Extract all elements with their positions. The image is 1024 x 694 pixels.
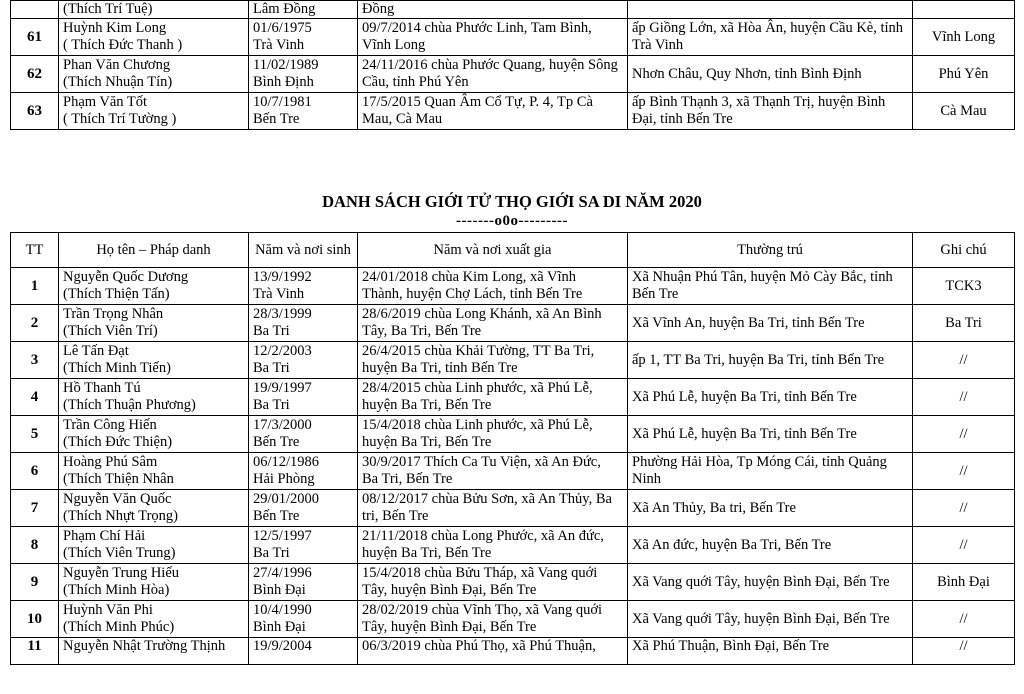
ordination-line: huyện Ba Tri, tỉnh Bến Tre <box>362 360 518 376</box>
birth-date: 06/12/1986 <box>253 454 320 470</box>
lay-name: Hồ Thanh Tú <box>63 380 141 396</box>
dharma-name: (Thích Viên Trí) <box>63 323 158 339</box>
ordination-line: 28/02/2019 chùa Vĩnh Thọ, xã Vang quới <box>362 602 603 618</box>
birth-date: 28/3/1999 <box>253 306 312 322</box>
residence-line: Đại, tỉnh Bến Tre <box>632 111 733 127</box>
name-cell <box>59 268 249 305</box>
residence-line: Xã Vang quới Tây, huyện Bình Đại, Bến Tre <box>632 610 890 627</box>
row-number: 8 <box>11 527 59 564</box>
birth-date: 11/02/1989 <box>253 57 319 73</box>
residence-line: Phường Hải Hòa, Tp Móng Cái, tỉnh Quảng <box>632 454 887 470</box>
residence-line: Bến Tre <box>632 286 679 302</box>
ordination-cell <box>358 564 628 601</box>
note-cell: TCK3 <box>913 268 1015 305</box>
row-number: 6 <box>11 453 59 490</box>
ordination-line: Tây, huyện Bình Đại, Bến Tre <box>362 619 537 635</box>
birth-date: 19/9/1997 <box>253 380 312 396</box>
residence-line: Xã An đức, huyện Ba Tri, Bến Tre <box>632 536 832 553</box>
residence-cell <box>628 638 913 665</box>
table-row <box>11 638 1015 665</box>
residence-line: ấp 1, TT Ba Tri, huyện Ba Tri, tỉnh Bến Tre <box>632 351 885 368</box>
header-note: Ghi chú <box>913 233 1015 268</box>
residence-line: Xã Vĩnh An, huyện Ba Tri, tỉnh Bến Tre <box>632 314 865 331</box>
table-row <box>11 93 1015 130</box>
birth-cell <box>249 564 358 601</box>
ordination-line: 28/4/2015 chùa Linh phước, xã Phú Lễ, <box>362 380 593 396</box>
row-number: 61 <box>11 19 59 56</box>
ordination-line: Tây, Ba Tri, Bến Tre <box>362 323 482 339</box>
lay-name: Lê Tấn Đạt <box>63 343 129 359</box>
ordination-line: Tây, huyện Bình Đại, Bến Tre <box>362 582 537 598</box>
lay-name: Huỳnh Văn Phi <box>63 602 153 618</box>
birth-date: 12/2/2003 <box>253 343 312 359</box>
list-subtitle: -------o0o--------- <box>456 213 568 229</box>
ordination-line: 15/4/2018 chùa Linh phước, xã Phú Lễ, <box>362 417 593 433</box>
row-number: 63 <box>11 93 59 130</box>
table-row <box>11 601 1015 638</box>
table-row <box>11 527 1015 564</box>
ordination-cell <box>358 416 628 453</box>
header-stt: TT <box>11 233 59 268</box>
ordination-cell <box>358 342 628 379</box>
birth-cell <box>249 305 358 342</box>
ordination-cell <box>358 1 628 19</box>
previous-list-table <box>10 0 1015 130</box>
name-cell <box>59 93 249 130</box>
note-cell: // <box>913 527 1015 564</box>
header-row <box>11 233 1015 268</box>
ordination-line: 17/5/2015 Quan Âm Cổ Tự, P. 4, Tp Cà <box>362 94 593 110</box>
dharma-name: (Thích Đức Thiện) <box>63 434 173 450</box>
birth-cell <box>249 638 358 665</box>
birth-date: 27/4/1996 <box>253 565 312 581</box>
lay-name: Trần Trọng Nhân <box>63 306 164 322</box>
ordination-line: 28/6/2019 chùa Long Khánh, xã An Bình <box>362 306 602 322</box>
ordination-line: Ba Tri, Bến Tre <box>362 471 453 487</box>
ordination-line: huyện Ba Tri, Bến Tre <box>362 434 492 450</box>
note-cell: // <box>913 601 1015 638</box>
ordination-cell <box>358 268 628 305</box>
name-cell <box>59 601 249 638</box>
residence-cell <box>628 379 913 416</box>
residence-line: Xã Phú Lễ, huyện Ba Tri, tỉnh Bến Tre <box>632 425 857 442</box>
name-cell <box>59 564 249 601</box>
dharma-name: (Thích Thiện Nhân <box>63 471 174 487</box>
ordination-line: 21/11/2018 chùa Long Phước, xã An đức, <box>362 528 604 544</box>
table-row <box>11 56 1015 93</box>
table-row <box>11 453 1015 490</box>
lay-name: Huỳnh Kim Long <box>63 20 167 36</box>
lay-name: Trần Công Hiến <box>63 417 157 433</box>
residence-line: Ninh <box>632 471 661 487</box>
header-residence: Thường trú <box>628 233 913 268</box>
dharma-name: ( Thích Đức Thanh ) <box>63 37 183 53</box>
birth-place: Ba Tri <box>253 323 290 339</box>
residence-cell <box>628 1 913 19</box>
table-row <box>11 342 1015 379</box>
header-birth: Năm và nơi sinh <box>249 233 358 268</box>
lay-name: Phạm Văn Tốt <box>63 94 148 110</box>
ordination-line: 15/4/2018 chùa Bửu Tháp, xã Vang quới <box>362 565 598 581</box>
note-cell: // <box>913 342 1015 379</box>
table-row <box>11 564 1015 601</box>
note-cell: // <box>913 490 1015 527</box>
birth-cell <box>249 19 358 56</box>
ordination-cell <box>358 453 628 490</box>
residence-line: Trà Vinh <box>632 37 684 53</box>
birth-cell <box>249 56 358 93</box>
name-cell <box>59 638 249 665</box>
lay-name: Nguyễn Văn Quốc <box>63 491 172 507</box>
lay-name: Nguyễn Trung Hiếu <box>63 565 180 581</box>
ordination-line: 09/7/2014 chùa Phước Linh, Tam Bình, <box>362 20 592 36</box>
birth-place: Bến Tre <box>253 508 300 524</box>
row-number: 11 <box>11 638 59 665</box>
lay-name: Phan Văn Chương <box>63 57 171 73</box>
ordination-line: 26/4/2015 chùa Khải Tường, TT Ba Tri, <box>362 343 595 359</box>
residence-line: ấp Giồng Lớn, xã Hòa Ân, huyện Cầu Kè, tỉnh <box>632 20 904 36</box>
birth-date: 10/4/1990 <box>253 602 312 618</box>
name-cell <box>59 379 249 416</box>
residence-cell <box>628 453 913 490</box>
table-row <box>11 1 1015 19</box>
ordination-cell <box>358 93 628 130</box>
name-cell <box>59 490 249 527</box>
dharma-name: (Thích Trí Tuệ) <box>63 1 153 17</box>
birth-date: 17/3/2000 <box>253 417 312 433</box>
residence-cell <box>628 342 913 379</box>
ordination-cell <box>358 490 628 527</box>
ordination-cell <box>358 305 628 342</box>
residence-cell <box>628 19 913 56</box>
ordination-line: 24/01/2018 chùa Kim Long, xã Vĩnh <box>362 269 576 285</box>
name-cell <box>59 342 249 379</box>
birth-date: 01/6/1975 <box>253 20 312 36</box>
ordination-cell <box>358 19 628 56</box>
residence-line: Xã Nhuận Phú Tân, huyện Mỏ Cày Bắc, tỉnh <box>632 269 893 285</box>
ordination-cell <box>358 601 628 638</box>
birth-date: 13/9/1992 <box>253 269 312 285</box>
birth-place: Bến Tre <box>253 111 300 127</box>
ordination-cell <box>358 379 628 416</box>
birth-cell <box>249 93 358 130</box>
residence-line: Xã An Thủy, Ba tri, Bến Tre <box>632 499 796 516</box>
birth-place: Ba Tri <box>253 545 290 561</box>
ordination-line: 30/9/2017 Thích Ca Tu Viện, xã An Đức, <box>362 454 601 470</box>
name-cell <box>59 453 249 490</box>
lay-name: Nguyễn Quốc Dương <box>63 269 189 285</box>
name-cell <box>59 527 249 564</box>
birth-place: Ba Tri <box>253 397 290 413</box>
residence-cell <box>628 268 913 305</box>
ordination-line: huyện Ba Tri, Bến Tre <box>362 545 492 561</box>
birth-date: 29/01/2000 <box>253 491 320 507</box>
birth-place: Bình Đại <box>253 582 306 598</box>
birth-cell <box>249 268 358 305</box>
novice-list-table <box>10 232 1015 665</box>
note-cell: Bình Đại <box>913 564 1015 601</box>
residence-line: Xã Phú Thuận, Bình Đại, Bến Tre <box>632 638 830 654</box>
row-number <box>11 1 59 19</box>
birth-place: Trà Vinh <box>253 37 305 53</box>
birth-cell <box>249 601 358 638</box>
row-number: 62 <box>11 56 59 93</box>
dharma-name: (Thích Thuận Phương) <box>63 397 196 413</box>
list-title: DANH SÁCH GIỚI TỬ THỌ GIỚI SA DI NĂM 2020 <box>322 192 702 211</box>
birth-place: Trà Vinh <box>253 286 305 302</box>
birth-date: 19/9/2004 <box>253 638 312 654</box>
birth-place: Bình Định <box>253 74 314 90</box>
birth-place: Ba Tri <box>253 360 290 376</box>
dharma-name: (Thích Minh Tiến) <box>63 360 171 376</box>
residence-line: Xã Phú Lễ, huyện Ba Tri, tỉnh Bến Tre <box>632 388 857 405</box>
dharma-name: (Thích Nhựt Trọng) <box>63 508 179 524</box>
residence-cell <box>628 56 913 93</box>
ordination-line: 24/11/2016 chùa Phước Quang, huyện Sông <box>362 57 618 73</box>
dharma-name: (Thích Minh Phúc) <box>63 619 175 635</box>
dharma-name: (Thích Thiện Tấn) <box>63 286 170 302</box>
residence-line: Nhơn Châu, Quy Nhơn, tỉnh Bình Định <box>632 65 862 82</box>
lay-name: Hoàng Phú Sâm <box>63 454 158 470</box>
ordination-line: tri, Bến Tre <box>362 508 429 524</box>
note-cell: // <box>913 416 1015 453</box>
residence-line: Xã Vang quới Tây, huyện Bình Đại, Bến Tre <box>632 573 890 590</box>
row-number: 1 <box>11 268 59 305</box>
ordination-cell <box>358 527 628 564</box>
ordination-cell <box>358 56 628 93</box>
note-cell <box>913 1 1015 19</box>
birth-cell <box>249 342 358 379</box>
residence-line: ấp Bình Thạnh 3, xã Thạnh Trị, huyện Bình <box>632 94 886 110</box>
header-ordination: Năm và nơi xuất gia <box>358 233 628 268</box>
row-number: 9 <box>11 564 59 601</box>
name-cell <box>59 1 249 19</box>
ordination-line: Cầu, tỉnh Phú Yên <box>362 74 469 90</box>
ordination-line: Vĩnh Long <box>362 37 426 53</box>
table-row <box>11 416 1015 453</box>
ordination-cell <box>358 638 628 665</box>
note-cell: Cà Mau <box>913 93 1015 130</box>
ordination-line: 06/3/2019 chùa Phú Thọ, xã Phú Thuận, <box>362 638 596 654</box>
lay-name: Nguyễn Nhật Trường Thịnh <box>63 638 226 654</box>
birth-cell <box>249 453 358 490</box>
row-number: 7 <box>11 490 59 527</box>
table-row <box>11 305 1015 342</box>
residence-cell <box>628 601 913 638</box>
ordination-line: Đồng <box>362 1 395 17</box>
row-number: 5 <box>11 416 59 453</box>
dharma-name: (Thích Nhuận Tín) <box>63 74 173 90</box>
birth-place: Bến Tre <box>253 434 300 450</box>
row-number: 4 <box>11 379 59 416</box>
residence-cell <box>628 490 913 527</box>
table-row <box>11 268 1015 305</box>
birth-date: 12/5/1997 <box>253 528 312 544</box>
note-cell: // <box>913 453 1015 490</box>
table-row <box>11 19 1015 56</box>
birth-cell <box>249 490 358 527</box>
name-cell <box>59 305 249 342</box>
birth-cell <box>249 416 358 453</box>
row-number: 10 <box>11 601 59 638</box>
note-cell: // <box>913 379 1015 416</box>
name-cell <box>59 416 249 453</box>
residence-cell <box>628 305 913 342</box>
birth-date: 10/7/1981 <box>253 94 312 110</box>
dharma-name: (Thích Viên Trung) <box>63 545 176 561</box>
note-cell: Phú Yên <box>913 56 1015 93</box>
birth-place: Bình Đại <box>253 619 306 635</box>
residence-cell <box>628 527 913 564</box>
header-name: Họ tên – Pháp danh <box>59 233 249 268</box>
residence-cell <box>628 564 913 601</box>
note-cell: // <box>913 638 1015 665</box>
ordination-line: Thành, huyện Chợ Lách, tỉnh Bến Tre <box>362 286 583 302</box>
ordination-line: huyện Ba Tri, Bến Tre <box>362 397 492 413</box>
dharma-name: (Thích Minh Hòa) <box>63 582 170 598</box>
birth-cell <box>249 379 358 416</box>
birth-place: Hải Phòng <box>253 471 315 487</box>
table-row <box>11 379 1015 416</box>
birth-date: Lâm Đồng <box>253 1 316 17</box>
table-row <box>11 490 1015 527</box>
note-cell: Vĩnh Long <box>913 19 1015 56</box>
birth-cell <box>249 1 358 19</box>
row-number: 2 <box>11 305 59 342</box>
row-number: 3 <box>11 342 59 379</box>
name-cell <box>59 56 249 93</box>
ordination-line: 08/12/2017 chùa Bửu Sơn, xã An Thủy, Ba <box>362 491 612 507</box>
name-cell <box>59 19 249 56</box>
residence-cell <box>628 416 913 453</box>
lay-name: Phạm Chí Hải <box>63 528 146 544</box>
dharma-name: ( Thích Trí Tường ) <box>63 111 177 127</box>
note-cell: Ba Tri <box>913 305 1015 342</box>
residence-cell <box>628 93 913 130</box>
ordination-line: Mau, Cà Mau <box>362 111 443 127</box>
birth-cell <box>249 527 358 564</box>
